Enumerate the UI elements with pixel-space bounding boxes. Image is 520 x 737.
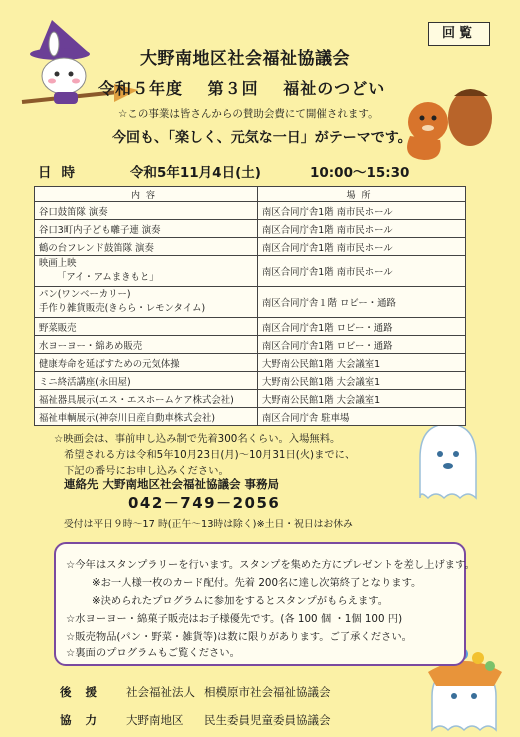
notice-line: ☆今年はスタンプラリーを行います。スタンプを集めた方にプレゼントを差し上げます。 (66, 559, 475, 571)
table-row (35, 318, 466, 336)
support-label: 後援 (60, 685, 111, 699)
notice-line: ☆販売物品(パン・野菜・雑貨等)は数に限りがあります。ご了承ください。 (66, 631, 412, 643)
contact-hours: 受付は平日９時～17 時(正午～13時は除く)※土日・祝日はお休み (64, 519, 353, 530)
cooperation-row (60, 712, 420, 728)
support-value1: 社会福祉法人 (126, 685, 195, 699)
table-row (35, 238, 466, 256)
notice-line: ※お一人様一枚のカード配付。先着 200名に達し次第終了となります。 (92, 577, 422, 589)
film-note (54, 431, 355, 479)
film-note-line1: ☆映画会は、事前申し込み制で先着300名くらい。入場無料。 (54, 433, 341, 445)
table-row (35, 256, 466, 287)
film-note-line3: 下記の番号にお申し込みください。 (64, 465, 229, 477)
table-row (35, 336, 466, 354)
event-theme: 今回も、「楽しく、元気な一日」がテーマです。 (112, 130, 412, 146)
cell-place: 南区合同庁舎1階 南市民ホール (258, 202, 466, 220)
date-value: 令和5年11月4日(土) (130, 165, 261, 181)
table-row (35, 408, 466, 426)
circulation-stamp: 回覧 (428, 22, 490, 46)
cell-content-line2: 「アイ・アムまきもと」 (57, 272, 159, 283)
table-row (35, 354, 466, 372)
film-note-line2: 希望される方は令和5年10月23日(月)～10月31日(火)までに、 (64, 449, 356, 461)
table-header-row (35, 187, 466, 202)
cell-place: 南区合同庁舎1階 ロビー・通路 (258, 318, 466, 336)
cell-place: 南区合同庁舎1階 南市民ホール (258, 256, 466, 287)
notice-line: ※決められたプログラムに参加をするとスタンプがもらえます。 (92, 595, 389, 607)
support-value2: 相模原市社会福祉協議会 (204, 685, 331, 699)
program-table (34, 186, 466, 426)
cell-content: 野菜販売 (35, 318, 258, 336)
event-name: 福祉のつどい (283, 79, 386, 98)
cell-place: 南区合同庁舎1階 ロビー・通路 (258, 336, 466, 354)
notice-line: ☆水ヨーヨー・綿菓子販売はお子様優先です。(各 100 個 ・1個 100 円) (66, 613, 403, 625)
ghost-illustration (410, 418, 486, 504)
stamp-rally-notice-box (54, 542, 475, 666)
table-row (35, 287, 466, 318)
cell-content: ミニ終活講座(永田屋) (35, 372, 258, 390)
cell-content: 鶴の台フレンド鼓笛隊 演奏 (35, 238, 258, 256)
table-row (35, 390, 466, 408)
cell-content-line2: 手作り雑貨販売(きらら・レモンタイム) (39, 303, 206, 314)
squirrel-acorn-illustration (400, 74, 506, 164)
cell-content: 水ヨーヨー・綿あめ販売 (35, 336, 258, 354)
header-content: 内容 (35, 187, 258, 202)
cell-place: 南区合同庁舎1階 南市民ホール (258, 238, 466, 256)
cell-content: 谷口鼓笛隊 演奏 (35, 202, 258, 220)
notice-line: ☆裏面のプログラムもご覧ください。 (66, 647, 240, 659)
cell-place: 南区合同庁舎1階 南市民ホール (258, 220, 466, 238)
funding-note: ☆この事業は皆さんからの賛助会費にて開催されます。 (118, 108, 379, 120)
contact-line: 連絡先 大野南地区社会福祉協議会 事務局 (64, 477, 280, 491)
cell-content (35, 256, 258, 287)
table-row (35, 372, 466, 390)
event-year: 令和５年度 (98, 79, 184, 98)
support-row (60, 684, 420, 700)
event-title (98, 76, 385, 99)
cell-content: 健康寿命を延ばすための元気体操 (35, 354, 258, 372)
event-round: 第３回 (207, 79, 259, 98)
cell-content: 福祉器具展示(エス・エスホームケア株式会社) (35, 390, 258, 408)
cell-place: 南区合同庁舎１階 ロビー・通路 (258, 287, 466, 318)
cooperation-value1: 大野南地区 (126, 713, 184, 727)
cell-content-line1: パン(ワンベーカリー) (39, 289, 131, 300)
contact-phone: 042－749－2056 (128, 494, 281, 512)
cell-place: 南区合同庁舎 駐車場 (258, 408, 466, 426)
cell-content: 谷口3町内子ども囃子連 演奏 (35, 220, 258, 238)
cooperation-value2: 民生委員児童委員協議会 (204, 713, 331, 727)
cooperation-label: 協力 (60, 713, 111, 727)
table-row (35, 220, 466, 238)
cell-place: 大野南公民館1階 大会議室1 (258, 390, 466, 408)
date-label: 日時 (38, 165, 85, 181)
witch-rabbit-illustration (18, 14, 140, 114)
organization-title: 大野南地区社会福祉協議会 (140, 49, 350, 69)
header-place: 場所 (258, 187, 466, 202)
cell-place: 大野南公民館1階 大会議室1 (258, 372, 466, 390)
time-value: 10:00～15:30 (310, 165, 410, 181)
table-row (35, 202, 466, 220)
cell-content (35, 287, 258, 318)
cell-content: 福祉車輌展示(神奈川日産自動車株式会社) (35, 408, 258, 426)
cell-place: 大野南公民館1階 大会議室1 (258, 354, 466, 372)
cell-content-line1: 映画上映 (39, 258, 77, 269)
